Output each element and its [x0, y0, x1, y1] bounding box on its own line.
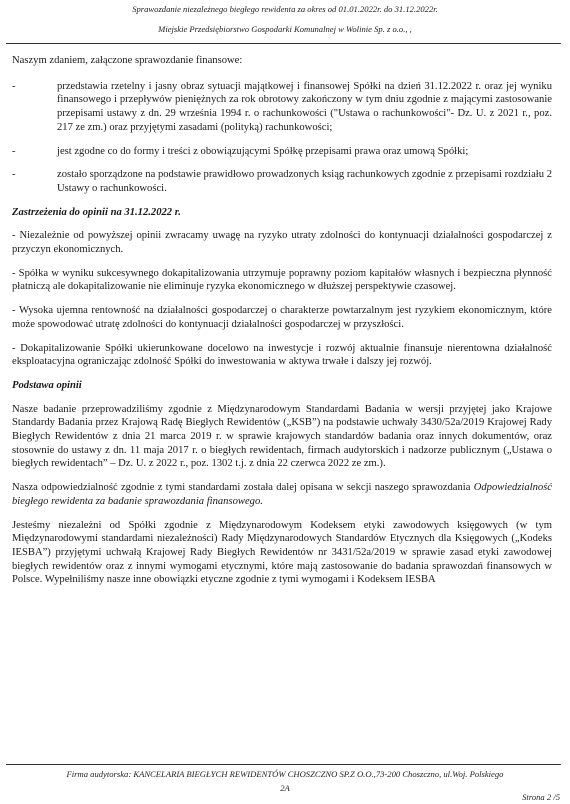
reservation-paragraph: - Spółka w wyniku sukcesywnego dokapitalizowania utrzymuje poprawny poziom kapitałów własnych i bezpieczna płynność płatniczą ale dokapitalizowanie nie eliminuje ryzyka ekonomicznego w dłuższej perspektywie czasowej.	[12, 267, 552, 293]
responsibility-section-reference: Odpowiedzialność biegłego rewidenta za badanie sprawozdania finansowego.	[12, 482, 552, 507]
opinion-item-text: zostało sporządzone na podstawie prawidłowo prowadzonych ksiąg rachunkowych zgodnie z przepisami rozdziału 2 Ustawy o rachunkowości.	[57, 169, 552, 194]
opinion-item	[12, 145, 552, 159]
basis-paragraph: Nasze badanie przeprowadziliśmy zgodnie z Międzynarodowym Standardami Badania w wersji przyjętej jako Krajowe Standardy Badania przez Krajową Radę Biegłych Rewidentów („KSB”) na podstawie uchwały 3430/52a/2019 Krajowej Rady Biegłych Rewidentów z dnia 21 marca 2019 r. w sprawie krajowych standardów badania oraz innych dokumentów, oraz stosownie do ustawy z dn. 11 maja 2017 r. o biegłych rewidentach, firmach audytorskich i nadzorze publicznym („Ustawa o biegłych rewidentach” – Dz. U. z 2022 r., poz. 1302 t.j. z dnia 22 czerwca 2022 ze zm.).	[12, 403, 552, 470]
opinion-intro: Naszym zdaniem, załączone sprawozdanie finansowe:	[12, 55, 243, 66]
reservation-paragraph: - Niezależnie od powyższej opinii zwracamy uwagę na ryzyko utraty zdolności do kontynuacji działalności gospodarczej z przyczyn ekonomicznych.	[12, 230, 552, 256]
responsibility-paragraph	[12, 481, 552, 508]
list-dash: -	[12, 169, 16, 181]
opinion-item	[12, 80, 552, 135]
header-company-name: Miejskie Przedsiębiorstwo Gospodarki Komunalnej w Wolinie Sp. z o.o., ,	[158, 24, 412, 34]
page-number: Strona 2 /5	[522, 792, 560, 802]
section-heading-reservations: Zastrzeżenia do opinii na 31.12.2022 r.	[12, 206, 181, 218]
footer-address-cont: 2A	[280, 783, 290, 793]
opinion-item-text: jest zgodne co do formy i treści z obowiązującymi Spółkę przepisami prawa oraz umową Spółki;	[57, 145, 469, 157]
section-heading-basis: Podstawa opinii	[12, 379, 82, 391]
responsibility-text: Nasza odpowiedzialność zgodnie z tymi standardami została dalej opisana w sekcji naszego sprawozdania	[12, 482, 471, 494]
opinion-list	[12, 80, 552, 196]
list-dash: -	[12, 80, 16, 92]
header-report-title: Sprawozdanie niezależnego biegłego rewidenta za okres od 01.01.2022r. do 31.12.2022r.	[132, 4, 438, 14]
reservation-paragraph: - Wysoka ujemna rentowność na działalności gospodarczej o charakterze powtarzalnym jest ryzykiem ekonomicznym, które może spowodować utratę zdolności do kontynuacji działalności gospodarczej w przyszłości.	[12, 305, 552, 330]
list-dash: -	[12, 145, 16, 157]
footer-audit-firm: Firma audytorska: KANCELARIA BIEGŁYCH REWIDENTÓW CHOSZCZNO SP.Z O.O.,73-200 Choszczno, ul.Woj. Polskiego	[66, 769, 504, 779]
footer-divider	[6, 764, 561, 765]
opinion-item	[12, 168, 552, 195]
reservation-paragraph: - Dokapitalizowanie Spółki ukierunkowane docelowo na inwestycje i rozwój aktualnie finansuje nierentowna działalność eksploatacyjna ograniczając zdolność Spółki do inwestowania w aktywa trwałe i dalszy jej rozwój.	[12, 342, 552, 368]
opinion-item-text: przedstawia rzetelny i jasny obraz sytuacji majątkowej i finansowej Spółki na dzień 31.12.2022 r. oraz jej wyniku finansowego i przepływów pieniężnych za rok obrotowy zakończony w tym dniu zgodnie z mającymi zastosowanie przepisami ustawy z dn. 29 września 1994 r. o rachunkowości ("Ustawa o rachunkowości"- Dz. U. z 2021 r., poz. 217 ze zm.) oraz przyjętymi zasadami (polityką) rachunkowości;	[57, 80, 552, 133]
independence-paragraph: Jesteśmy niezależni od Spółki zgodnie z Międzynarodowym Kodeksem etyki zawodowych księgowych (w tym Międzynarodowymi standardami niezależności) Rady Międzynarodowych Standardów Etycznych dla Księgowych („Kodeks IESBA”) przyjętymi uchwałą Krajowej Rady Biegłych Rewidentów nr 3431/52a/2019 w sprawie zasad etyki zawodowej biegłych rewidentów oraz z innymi wymogami etycznymi, które mają zastosowanie do badania sprawozdań finansowych w Polsce. Wypełniliśmy nasze inne obowiązki etyczne zgodnie z tymi wymogami i Kodeksem IESBA	[12, 519, 552, 586]
header-divider	[6, 43, 561, 44]
document-body	[12, 54, 552, 597]
